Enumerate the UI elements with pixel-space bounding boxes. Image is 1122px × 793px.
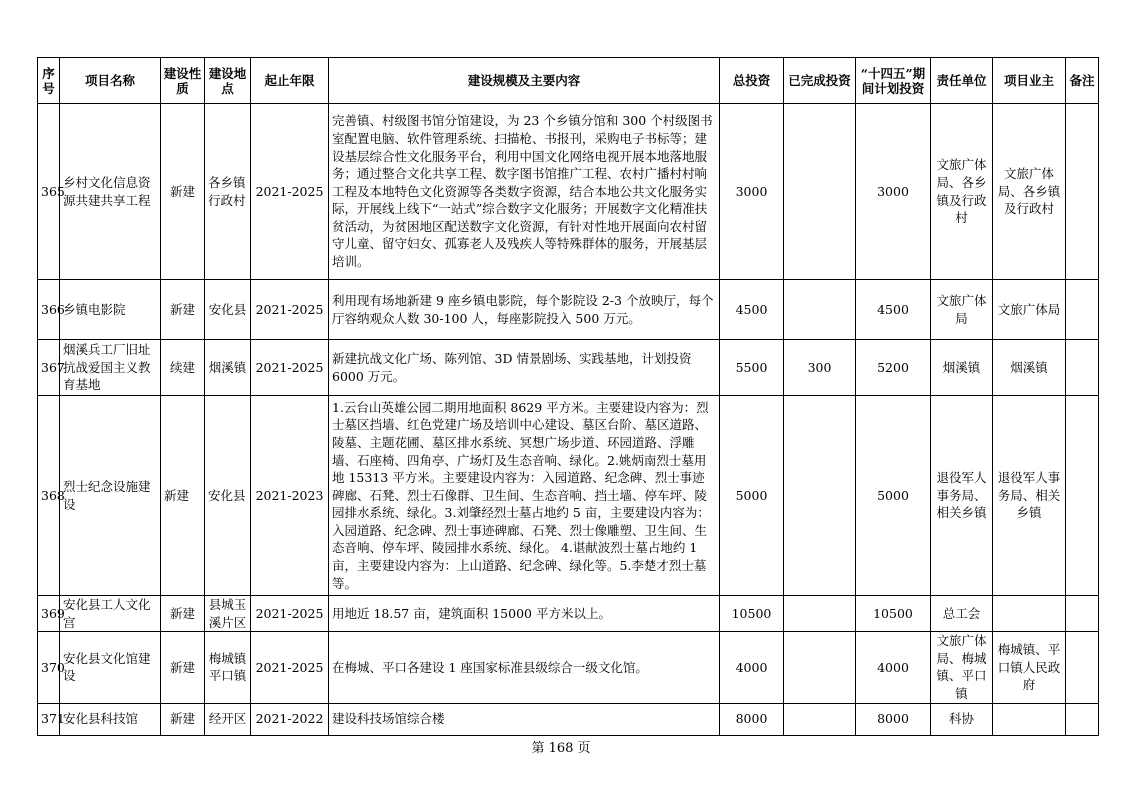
table-row <box>38 104 1099 280</box>
row-content: 用地近 18.57 亩，建筑面积 15000 平方米以上。 <box>329 596 720 632</box>
row-no: 365 <box>38 104 60 280</box>
row-content: 利用现有场地新建 9 座乡镇电影院，每个影院设 2-3 个放映厅，每个厅容纳观众人数 30-100 人，每座影院投入 500 万元。 <box>329 280 720 340</box>
row-years: 2021-2023 <box>251 396 329 596</box>
row-content: 建设科技场馆综合楼 <box>329 703 720 735</box>
row-plan: 3000 <box>856 104 931 280</box>
row-location: 各乡镇行政村 <box>205 104 251 280</box>
row-total: 8000 <box>720 703 784 735</box>
row-name: 安化县文化馆建设 <box>60 632 161 703</box>
row-name: 乡村文化信息资源共建共享工程 <box>60 104 161 280</box>
table-row <box>38 280 1099 340</box>
row-location: 烟溪镇 <box>205 340 251 396</box>
row-type: 新建 <box>161 396 205 596</box>
row-remark <box>1066 280 1099 340</box>
row-responsible: 文旅广体局、梅城镇、平口镇 <box>931 632 993 703</box>
row-type: 新建 <box>161 104 205 280</box>
row-content: 在梅城、平口各建设 1 座国家标准县级综合一级文化馆。 <box>329 632 720 703</box>
row-plan: 4000 <box>856 632 931 703</box>
row-remark <box>1066 703 1099 735</box>
row-name: 安化县工人文化宫 <box>60 596 161 632</box>
header-years: 起止年限 <box>251 58 329 104</box>
row-name: 烈士纪念设施建设 <box>60 396 161 596</box>
row-plan: 10500 <box>856 596 931 632</box>
row-no: 369 <box>38 596 60 632</box>
row-years: 2021-2025 <box>251 104 329 280</box>
header-name: 项目名称 <box>60 58 161 104</box>
row-completed <box>784 396 856 596</box>
row-name: 乡镇电影院 <box>60 280 161 340</box>
row-remark <box>1066 340 1099 396</box>
row-owner: 烟溪镇 <box>993 340 1066 396</box>
row-responsible: 总工会 <box>931 596 993 632</box>
row-total: 4500 <box>720 280 784 340</box>
row-owner <box>993 703 1066 735</box>
row-name: 安化县科技馆 <box>60 703 161 735</box>
table-row <box>38 396 1099 596</box>
row-plan: 5000 <box>856 396 931 596</box>
header-location: 建设地点 <box>205 58 251 104</box>
row-location: 梅城镇平口镇 <box>205 632 251 703</box>
row-years: 2021-2022 <box>251 703 329 735</box>
row-plan: 8000 <box>856 703 931 735</box>
header-row <box>38 58 1099 104</box>
row-completed <box>784 703 856 735</box>
row-no: 368 <box>38 396 60 596</box>
header-completed: 已完成投资 <box>784 58 856 104</box>
row-remark <box>1066 632 1099 703</box>
row-content: 完善镇、村级图书馆分馆建设，为 23 个乡镇分馆和 300 个村级图书室配置电脑、软件管理系统、扫描枪、书报刊，采购电子书标等；建设基层综合性文化服务平台，利用中国文化网络电视开展本地落地服务；通过整合文化共享工程、数字图书馆推广工程、农村广播村村响工程及本地特色文化资源等各类数字资源，结合本地公共文化服务实际，开展线上线下“一站式”综合数字文化服务；开展数字文化精准扶贫活动，为贫困地区配送数字文化资源，有针对性地开展面向农村留守儿童、留守妇女、孤寡老人及残疾人等特殊群体的服务，开展基层培训。 <box>329 104 720 280</box>
row-total: 4000 <box>720 632 784 703</box>
page-number: 第 168 页 <box>531 741 591 756</box>
row-location: 安化县 <box>205 396 251 596</box>
row-total: 5500 <box>720 340 784 396</box>
header-content: 建设规模及主要内容 <box>329 58 720 104</box>
row-no: 370 <box>38 632 60 703</box>
row-total: 3000 <box>720 104 784 280</box>
table-row <box>38 340 1099 396</box>
row-total: 5000 <box>720 396 784 596</box>
row-owner: 退役军人事务局、相关乡镇 <box>993 396 1066 596</box>
row-owner: 梅城镇、平口镇人民政府 <box>993 632 1066 703</box>
row-name: 烟溪兵工厂旧址抗战爱国主义教育基地 <box>60 340 161 396</box>
header-total: 总投资 <box>720 58 784 104</box>
row-responsible: 烟溪镇 <box>931 340 993 396</box>
row-responsible: 文旅广体局、各乡镇及行政村 <box>931 104 993 280</box>
row-responsible: 退役军人事务局、相关乡镇 <box>931 396 993 596</box>
row-years: 2021-2025 <box>251 632 329 703</box>
row-total: 10500 <box>720 596 784 632</box>
row-completed <box>784 596 856 632</box>
row-content: 1.云台山英雄公园二期用地面积 8629 平方米。主要建设内容为：烈士墓区挡墙、红色党建广场及培训中心建设、墓区台阶、墓区道路、陵墓、主题花圃、墓区排水系统、冥想广场步道、环园道路、浮雕墙、石座椅、四角亭、广场灯及生态音响、绿化。2.姚炳南烈士墓用地 15313 平方米。主要建设内容为：入园道路、纪念碑、烈士事迹碑廊、石凳、烈士石像群、卫生间、生态音响、挡土墙、停车坪、陵园排水系统、绿化。3.刘肇经烈士墓占地约 5 亩，主要建设内容为：入园道路、纪念碑、烈士事迹碑廊、石凳、烈士像雕塑、卫生间、生态音响、停车坪、陵园排水系统、绿化。 4.谌献波烈士墓占地约 1 亩，主要建设内容为：上山道路、纪念碑、绿化等。5.李楚才烈士墓等。 <box>329 396 720 596</box>
row-plan: 5200 <box>856 340 931 396</box>
header-owner: 项目业主 <box>993 58 1066 104</box>
row-completed: 300 <box>784 340 856 396</box>
row-type: 续建 <box>161 340 205 396</box>
row-content: 新建抗战文化广场、陈列馆、3D 情景剧场、实践基地，计划投资 6000 万元。 <box>329 340 720 396</box>
row-location: 安化县 <box>205 280 251 340</box>
row-location: 县城玉溪片区 <box>205 596 251 632</box>
row-remark <box>1066 104 1099 280</box>
row-years: 2021-2025 <box>251 280 329 340</box>
row-remark <box>1066 596 1099 632</box>
header-no: 序号 <box>38 58 60 104</box>
row-owner: 文旅广体局 <box>993 280 1066 340</box>
row-years: 2021-2025 <box>251 596 329 632</box>
row-completed <box>784 632 856 703</box>
row-no: 367 <box>38 340 60 396</box>
row-years: 2021-2025 <box>251 340 329 396</box>
row-location: 经开区 <box>205 703 251 735</box>
row-responsible: 文旅广体局 <box>931 280 993 340</box>
row-type: 新建 <box>161 703 205 735</box>
row-type: 新建 <box>161 596 205 632</box>
row-type: 新建 <box>161 280 205 340</box>
row-remark <box>1066 396 1099 596</box>
table-row <box>38 632 1099 703</box>
header-plan: “十四五”期间计划投资 <box>856 58 931 104</box>
row-type: 新建 <box>161 632 205 703</box>
row-owner <box>993 596 1066 632</box>
table-row <box>38 703 1099 735</box>
row-completed <box>784 104 856 280</box>
header-remark: 备注 <box>1066 58 1099 104</box>
project-table <box>37 57 1099 736</box>
table-row <box>38 596 1099 632</box>
row-no: 371 <box>38 703 60 735</box>
row-completed <box>784 280 856 340</box>
row-owner: 文旅广体局、各乡镇及行政村 <box>993 104 1066 280</box>
row-plan: 4500 <box>856 280 931 340</box>
header-type: 建设性质 <box>161 58 205 104</box>
header-responsible: 责任单位 <box>931 58 993 104</box>
row-responsible: 科协 <box>931 703 993 735</box>
row-no: 366 <box>38 280 60 340</box>
